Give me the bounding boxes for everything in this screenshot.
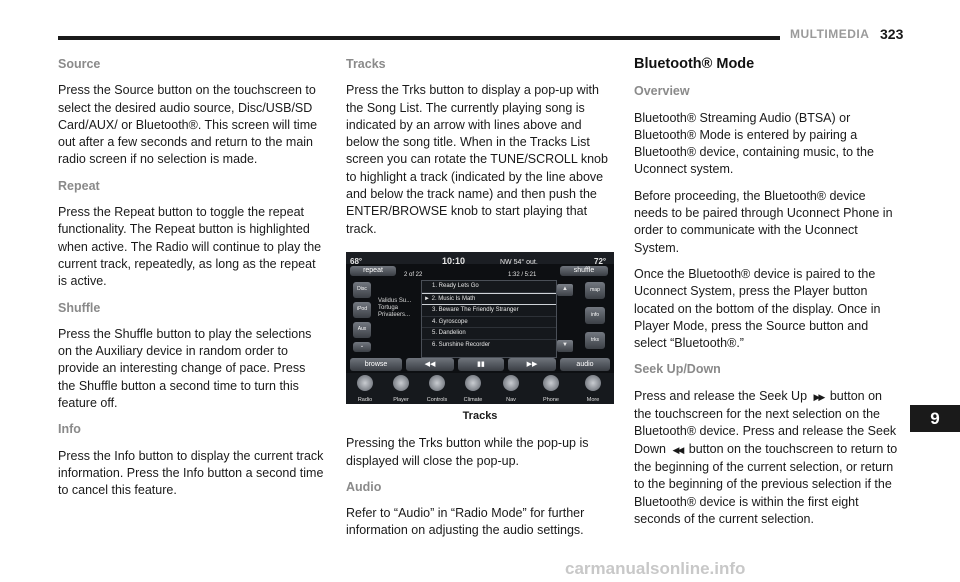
nav-label: Phone <box>543 396 559 403</box>
paragraph-tracks: Press the Trks button to display a pop-up with the Song List. The currently playing song is indicated by an arrow with lines above and below the song title. When in the Tracks List screen you can rotate the TUNE/SCROLL knob to highlight a track (indicated by the line above and below the track name) and then push the ENTER/BROWSE knob to start playing that track. <box>346 83 608 236</box>
seek-down-icon[interactable]: ◀◀ <box>406 358 454 371</box>
nav-radio[interactable] <box>350 373 380 404</box>
track-list-item[interactable]: 5. Dandelion <box>422 328 556 340</box>
track-list-item[interactable]: 6. Sunshine Recorder <box>432 341 491 348</box>
nav-label: Controls <box>426 396 448 403</box>
seek-text-b: button on the touchscreen for the next selection on the Bluetooth® device. Press and release the Seek Down <box>634 388 897 456</box>
radio-transport-bar <box>346 358 614 372</box>
scroll-down-icon[interactable]: ▼ <box>557 340 573 352</box>
album-info <box>378 298 411 319</box>
map-button[interactable]: map <box>585 282 605 299</box>
paragraph-overview-3: Once the Bluetooth® device is paired to the Uconnect System, press the Player button located on the bottom of the display. Once in Player Mode, press the Source button and select “Bluetooth®.” <box>634 266 881 351</box>
heading-seek: Seek Up/Down <box>634 362 721 377</box>
heading-audio: Audio <box>346 479 382 494</box>
temperature-left: 68° <box>350 256 363 266</box>
seek-text-a: Press and release the Seek Up <box>634 388 808 403</box>
track-list-item[interactable]: 4. Gyroscope <box>422 317 556 329</box>
shuffle-button[interactable]: shuffle <box>560 266 608 276</box>
heading-tracks: Tracks <box>346 57 386 71</box>
more-icon <box>585 375 601 391</box>
column-right <box>634 56 902 537</box>
info-button[interactable]: info <box>585 307 605 324</box>
paragraph-source: Press the Source button on the touchscreen to select the desired audio source, Disc/USB/SD Card/AUX/ or Bluetooth®. This screen will time out after a few seconds and return to the main radio screen if no selection is made. <box>58 83 318 167</box>
nav-label: Radio <box>357 396 373 403</box>
controls-icon <box>429 375 445 391</box>
browse-button[interactable]: browse <box>350 358 402 371</box>
section-title-bluetooth-mode: Bluetooth® Mode <box>634 56 755 72</box>
chapter-tab: 9 <box>910 405 960 432</box>
nav-nav[interactable] <box>496 373 526 404</box>
nav-label: Player <box>393 396 409 403</box>
paragraph-audio: Refer to “Audio” in “Radio Mode” for further information on adjusting the audio settings. <box>346 506 585 538</box>
album-line: Validus Su... <box>378 297 412 304</box>
figure-caption: Tracks <box>462 409 498 422</box>
paragraph-trks-close: Pressing the Trks button while the pop-up is displayed will close the pop-up. <box>346 436 589 468</box>
pause-icon[interactable]: ▮▮ <box>458 358 504 371</box>
seek-down-icon: ◀◀ <box>672 444 683 455</box>
clock: 10:10 <box>442 255 466 266</box>
player-icon <box>393 375 409 391</box>
paragraph-seek <box>634 388 902 528</box>
phone-icon <box>543 375 559 391</box>
paragraph-overview-1: Bluetooth® Streaming Audio (BTSA) or Bluetooth® Mode is entered by pairing a Bluetooth® device, containing music, to the Uconnect system. <box>634 110 874 177</box>
paragraph-shuffle: Press the Shuffle button to play the selections on the Auxiliary device in random order to provide an interesting change of pace. Press the Shuffle button a second time to turn this feature off. <box>58 326 312 411</box>
nav-compass-icon <box>503 375 519 391</box>
nav-label: Climate <box>463 396 483 403</box>
track-list-item[interactable]: 3. Beware The Friendly Stranger <box>422 305 556 317</box>
track-title: 2. Music Is Math <box>431 295 476 302</box>
column-middle <box>346 56 614 549</box>
nav-controls[interactable] <box>422 373 452 404</box>
nav-label: More <box>586 396 600 403</box>
heading-overview: Overview <box>634 84 690 99</box>
track-count: 2 of 22 <box>404 271 423 278</box>
climate-icon <box>465 375 481 391</box>
track-list-item-current[interactable] <box>422 293 556 306</box>
paragraph-overview-2: Before proceeding, the Bluetooth® device needs to be paired through Uconnect Phone in order to communicate with the Uconnect System. <box>634 188 893 255</box>
header-rule <box>58 36 780 40</box>
nav-more[interactable] <box>578 373 608 404</box>
running-header-section: MULTIMEDIA <box>790 27 870 41</box>
track-list-item[interactable]: 1. Ready Lets Go <box>422 281 556 293</box>
paragraph-info: Press the Info button to display the current track information. Press the Info button a second time to cancel this feature. <box>58 448 324 498</box>
heading-repeat: Repeat <box>58 178 100 193</box>
current-track-arrow-icon: ► <box>424 295 430 302</box>
heading-shuffle: Shuffle <box>58 300 101 315</box>
audio-button[interactable]: audio <box>560 358 610 371</box>
nav-climate[interactable] <box>458 373 488 404</box>
repeat-button[interactable]: repeat <box>350 266 396 276</box>
disc-source-button[interactable]: Disc <box>353 282 371 298</box>
page-number: 323 <box>880 26 904 42</box>
nav-phone[interactable] <box>536 373 566 404</box>
paragraph-repeat: Press the Repeat button to toggle the repeat functionality. The Repeat button is highlighted when active. The Radio will continue to play the current track, repeatedly, as long as the repeat is active. <box>58 205 322 289</box>
watermark: carmanualsonline.info <box>565 559 746 578</box>
track-list-popup <box>421 280 557 358</box>
radio-screen-figure <box>346 252 614 404</box>
radio-bottom-nav <box>346 373 614 404</box>
outside-temp: NW 54° out. <box>500 258 538 266</box>
scroll-up-icon[interactable]: ▲ <box>557 284 573 296</box>
trks-button[interactable]: trks <box>585 332 605 349</box>
track-time: 1:32 / 5:21 <box>508 271 537 278</box>
nav-label: Nav <box>506 396 516 403</box>
seek-text-c: button on the touchscreen to return to the beginning of the current selection, or return to the beginning of the previous selection if the Bluetooth® device is within the first eight seconds of the current selection. <box>634 441 898 526</box>
ipod-source-button[interactable]: iPod <box>353 302 371 318</box>
column-left <box>58 56 326 509</box>
temperature-right: 72° <box>594 256 607 266</box>
aux-source-button[interactable]: Aux <box>353 322 371 338</box>
seek-up-icon[interactable]: ▶▶ <box>508 358 556 371</box>
radio-icon <box>357 375 373 391</box>
seek-up-icon: ▶▶ <box>813 391 824 402</box>
heading-source: Source <box>58 57 101 71</box>
album-line: Tortuga <box>378 304 399 311</box>
chevron-down-icon[interactable]: ⌄ <box>353 342 371 352</box>
album-line: Privateers... <box>378 311 411 318</box>
heading-info: Info <box>58 422 81 437</box>
nav-player[interactable] <box>386 373 416 404</box>
